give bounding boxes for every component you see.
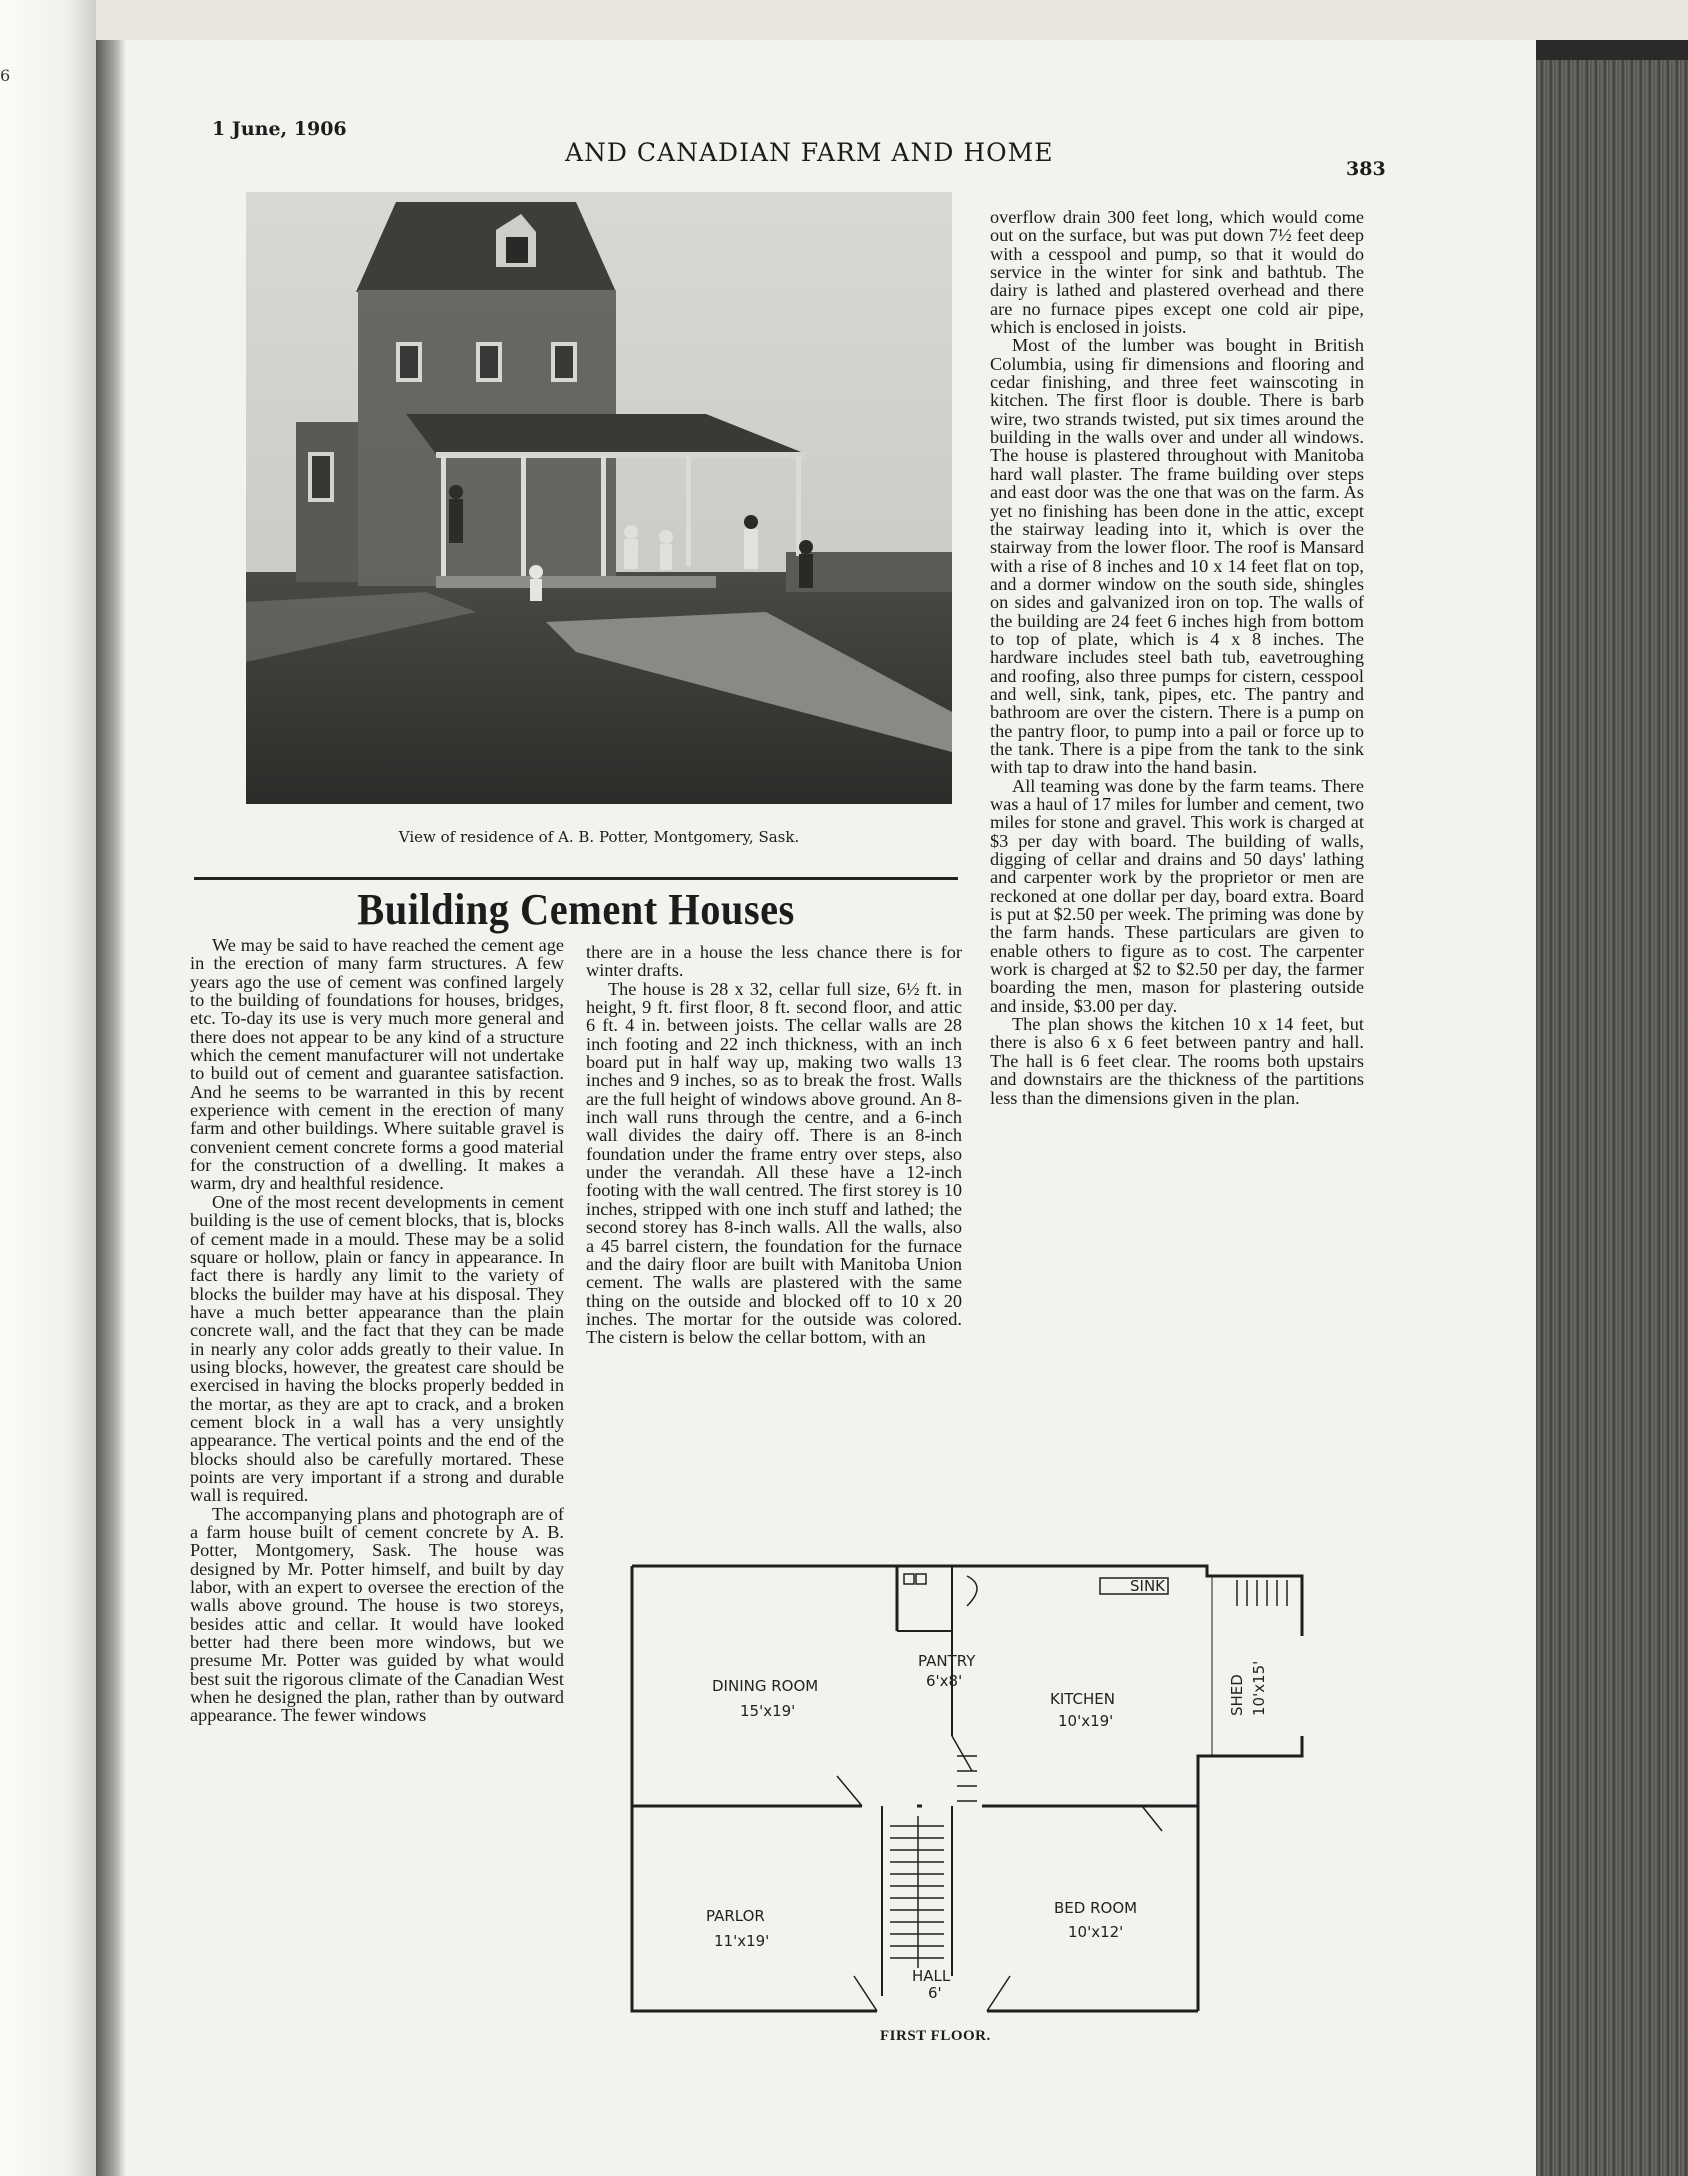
article-column-1 (190, 936, 564, 2056)
article-column-2 (586, 943, 962, 1533)
paragraph: One of the most recent developments in cement building is the use of cement blocks, that is, blocks of cement made in a mould. These may be a solid square or hollow, plain or fancy in appearance. In fact there is hardly any limit to the variety of blocks the builder may have at his disposal. They have a much better appearance than the plain concrete wall, and the fact that they can be made in nearly any color adds greatly to their value. In using blocks, however, the greatest care should be exercised in having the blocks properly bedded in the mortar, as they are apt to crack, and a broken cement block in a wall has a very unsightly appearance. The vertical points and the end of the blocks should also be carefully mortared. These points are very important if a strong and durable wall is required. (190, 1191, 564, 1506)
sink-label: SINK (1130, 1577, 1166, 1595)
book-gutter (96, 40, 126, 2176)
bedroom-size: 10'x12' (1068, 1923, 1124, 1941)
dining-room-label: DINING ROOM (712, 1677, 819, 1695)
page-number: 383 (1346, 158, 1386, 180)
paragraph: overflow drain 300 feet long, which would come out on the surface, but was put down 7½ feet deep with a cesspool and pump, so that it would do service in the winter for sink and bathtub. The dairy is lathed and plastered overhead and there are no furnace pipes except one cold air pipe, which is enclosed in joists. (990, 207, 1364, 338)
hall-label: HALL (912, 1967, 951, 1985)
paragraph: there are in a house the less chance there is for winter drafts. (586, 942, 962, 981)
shed-label: SHED (1228, 1674, 1246, 1716)
pantry-label: PANTRY (918, 1652, 976, 1670)
parlor-label: PARLOR (706, 1907, 765, 1925)
shed-size: 10'x15' (1250, 1660, 1268, 1716)
article-headline: Building Cement Houses (357, 885, 795, 934)
kitchen-label: KITCHEN (1050, 1690, 1115, 1708)
running-title: AND CANADIAN FARM AND HOME (565, 138, 1054, 167)
paragraph: We may be said to have reached the cement age in the erection of many farm structures. A few years ago the use of cement was confined largely to the building of foundations for houses, bridges, etc. To-day its use is very much more general and there does not appear to be any kind of a structure which the cement manufacturer will not undertake to build out of cement and guarantee satisfaction. And he seems to be warranted in this by recent experience with cement in the erection of many farm and other buildings. Where suitable gravel is convenient cement concrete forms a good material for the construction of a dwelling. It makes a warm, dry and healthful residence. (190, 935, 564, 1194)
article-column-3 (990, 208, 1364, 1548)
photo-caption: View of residence of A. B. Potter, Montgomery, Sask. (398, 828, 800, 846)
margin-page-number: 6 (0, 66, 11, 85)
paragraph: The plan shows the kitchen 10 x 14 feet, but there is also 6 x 6 feet between pantry and hall. The hall is 6 feet clear. The rooms both upstairs and downstairs are the thickness of the partitions less than the dimensions given in the plan. (990, 1014, 1364, 1108)
pantry-size: 6'x8' (926, 1672, 963, 1690)
paragraph: Most of the lumber was bought in British Columbia, using fir dimensions and flooring and cedar finishing, and three feet wainscoting in kitchen. The first floor is double. There is barb wire, two strands twisted, put six times around the building in the walls over and under all windows. The house is plastered throughout with Manitoba hard wall plaster. The frame building over steps and east door was the one that was on the farm. As yet no finishing has been done in the attic, except the stairway leading into it, which is over the stairway from the lower floor. The roof is Mansard with a rise of 8 inches and 10 x 14 feet flat on top, and a dormer window on the south side, shingles on sides and galvanized iron on top. The walls of the building are 24 feet 6 inches high from bottom to top of plate, which is 4 x 8 inches. The hardware includes steel bath tub, eavetroughing and roofing, also three pumps for cistern, cesspool and well, sink, tank, pipes, etc. The pantry and bathroom are over the cistern. There is a pump on the pantry floor, to pump into a pail or force up to the tank. There is a pipe from the tank to the sink with tap to draw into the hand basin. (990, 335, 1364, 778)
scan-left-page (0, 0, 96, 2176)
hall-size: 6' (928, 1984, 942, 2002)
bedroom-label: BED ROOM (1054, 1899, 1138, 1917)
house-photograph (246, 192, 952, 804)
section-rule (194, 877, 958, 880)
parlor-size: 11'x19' (714, 1932, 770, 1950)
issue-date: 1 June, 1906 (212, 118, 347, 140)
paragraph: The accompanying plans and photograph are of a farm house built of cement concrete by A. B. Potter, Montgomery, Sask. The house was designed by Mr. Potter himself, and built by day labor, with an expert to oversee the erection of the walls above ground. The house is two storeys, besides attic and cellar. It would have looked better had there been more windows, but we presume Mr. Potter was guided by what would best suit the rigorous climate of the Canadian West when he designed the plan, rather than by outward appearance. The fewer windows (190, 1503, 564, 1726)
book-page-edges (1536, 60, 1688, 2176)
paragraph: All teaming was done by the farm teams. There was a haul of 17 miles for lumber and cement, two miles for stone and gravel. This work is charged at $3 per day with board. The building of walls, digging of cellar and drains and 50 days' lathing and carpenter work by the proprietor or men are reckoned at one dollar per day, board extra. Board is put at $2.50 per week. The priming was done by the farm hands. These particulars are given to enable others to figure as to cost. The carpenter work is charged at $2 to $2.50 per day, the farmer boarding the men, mason for plastering outside and inside, $3.00 per day. (990, 775, 1364, 1016)
paragraph: The house is 28 x 32, cellar full size, 6½ ft. in height, 9 ft. first floor, 8 ft. second floor, and attic 6 ft. 4 in. between joists. The cellar walls are 28 inch footing and 22 inch thickness, with an inch board put in half way up, making two walls 13 inches and 9 inches, so as to break the frost. Walls are the full height of windows above ground. An 8-inch wall runs through the centre, and a 6-inch wall divides the dairy off. There is an 8-inch foundation under the frame entry over steps, also under the verandah. All these have a 12-inch footing with the wall centred. The first storey is 10 inches, stripped with one inch stuff and lathed; the second storey has 8-inch walls. All the walls, also a 45 barrel cistern, the foundation for the furnace and the dairy floor are built with Manitoba Union cement. The walls are plastered with the same thing on the outside and blocked off to 10 x 20 inches. The mortar for the outside was colored. The cistern is below the cellar bottom, with an (586, 978, 962, 1348)
floor-plan (622, 1556, 1304, 2018)
floor-plan-caption: FIRST FLOOR. (880, 2028, 991, 2044)
dining-room-size: 15'x19' (740, 1702, 796, 1720)
kitchen-size: 10'x19' (1058, 1712, 1114, 1730)
